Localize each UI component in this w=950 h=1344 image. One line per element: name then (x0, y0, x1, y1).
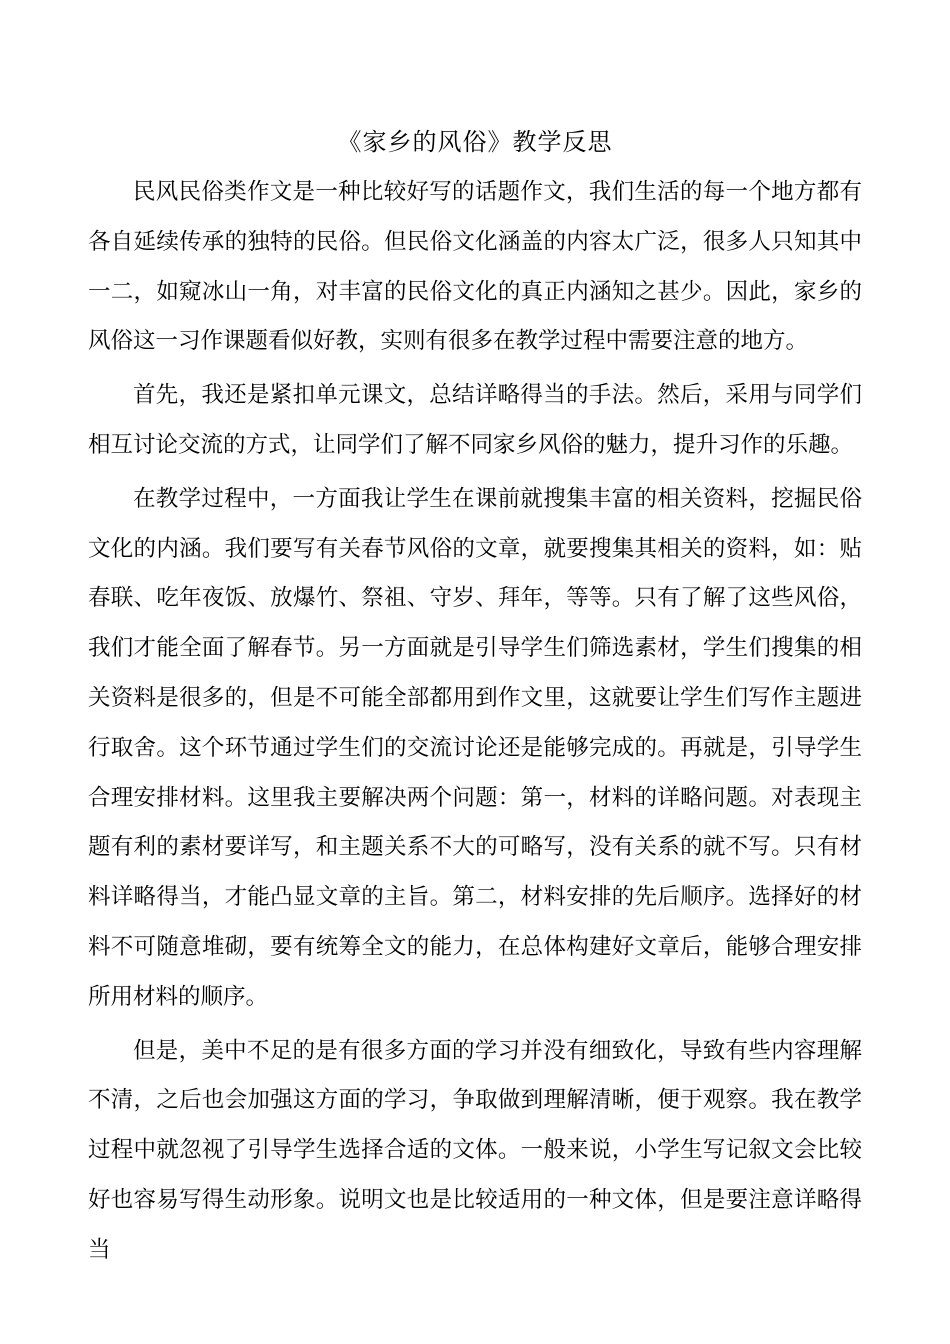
document-title: 《家乡的风俗》教学反思 (337, 128, 613, 156)
paragraph-3: 在教学过程中，一方面我让学生在课前就搜集丰富的相关资料，挖掘民俗文化的内涵。我们要写有关春节风俗的文章，就要搜集其相关的资料，如：贴春联、吃年夜饭、放爆竹、祭祖、守岁、拜年，等等。只有了解了这些风俗，我们才能全面了解春节。另一方面就是引导学生们筛选素材，学生们搜集的相关资料是很多的，但是不可能全部都用到作文里，这就要让学生们写作主题进行取舍。这个环节通过学生们的交流讨论还是能够完成的。再就是，引导学生合理安排材料。这里我主要解决两个问题：第一，材料的详略问题。对表现主题有利的素材要详写，和主题关系不大的可略写，没有关系的就不写。只有材料详略得当，才能凸显文章的主旨。第二，材料安排的先后顺序。选择好的材料不可随意堆砌，要有统筹全文的能力，在总体构建好文章后，能够合理安排所用材料的顺序。 (88, 485, 862, 1010)
paragraph-1: 民风民俗类作文是一种比较好写的话题作文，我们生活的每一个地方都有各自延续传承的独特的民俗。但民俗文化涵盖的内容太广泛，很多人只知其中一二，如窥冰山一角，对丰富的民俗文化的真正内涵知之甚少。因此，家乡的风俗这一习作课题看似好教，实则有很多在教学过程中需要注意的地方。 (88, 179, 862, 355)
document-body (88, 168, 862, 1280)
paragraph-2: 首先，我还是紧扣单元课文，总结详略得当的手法。然后，采用与同学们相互讨论交流的方式，让同学们了解不同家乡风俗的魅力，提升习作的乐趣。 (88, 382, 862, 458)
paragraph-4: 但是，美中不足的是有很多方面的学习并没有细致化，导致有些内容理解不清，之后也会加强这方面的学习，争取做到理解清晰，便于观察。我在教学过程中就忽视了引导学生选择合适的文体。一般来说，小学生写记叙文会比较好也容易写得生动形象。说明文也是比较适用的一种文体，但是要注意详略得当 (88, 1037, 862, 1263)
